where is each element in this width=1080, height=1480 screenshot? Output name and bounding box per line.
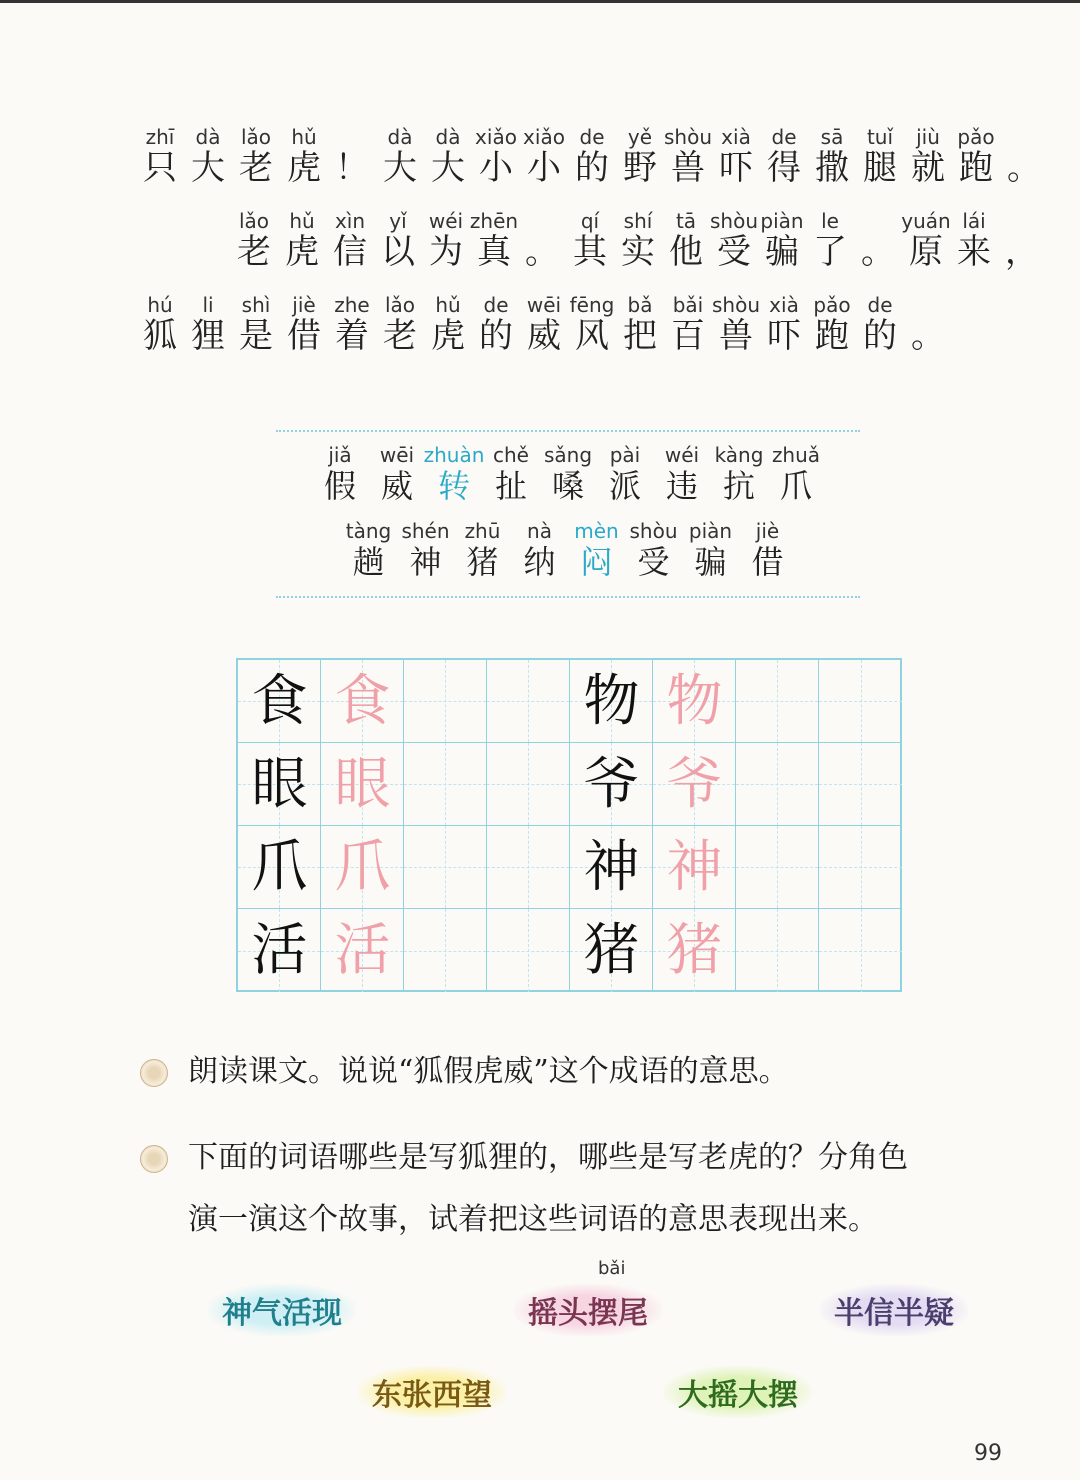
pinyin: shì	[241, 293, 271, 317]
pinyin: pǎo	[957, 125, 995, 149]
vocab-char	[711, 444, 768, 506]
pinyin: jiè	[755, 519, 780, 543]
hanzi: 风	[575, 316, 609, 356]
hanzi: 狐	[143, 316, 177, 356]
hanzi: 小	[527, 148, 561, 188]
exercise-2-text-line-2: 演一演这个故事，试着把这些词语的意思表现出来。	[188, 1202, 878, 1237]
hanzi: 。	[525, 232, 559, 272]
pinyin: fēng	[569, 293, 615, 317]
text-char	[232, 294, 280, 356]
text-char	[184, 126, 232, 188]
text-char	[712, 126, 760, 188]
pinyin: hǔ	[435, 293, 461, 317]
pinyin: shí	[623, 209, 653, 233]
hanzi: 的	[479, 316, 513, 356]
hanzi: 了	[813, 232, 847, 272]
pinyin: zhēn	[469, 209, 519, 233]
pinyin: de	[867, 293, 893, 317]
grid-cell	[819, 826, 902, 909]
text-char	[856, 126, 904, 188]
exercise-2	[140, 1130, 1020, 1250]
hanzi: 就	[911, 148, 945, 188]
grid-cell	[653, 660, 736, 743]
hanzi: 撒	[815, 148, 849, 188]
grid-cell	[404, 660, 487, 743]
pinyin: jiè	[292, 293, 316, 317]
word-badge-3: 半信半疑	[820, 1284, 968, 1336]
hanzi: 大	[191, 148, 225, 188]
text-char	[470, 210, 518, 272]
hanzi: 小	[479, 148, 513, 188]
vocab-char	[511, 520, 568, 582]
grid-cell	[736, 743, 819, 826]
model-character: 神	[583, 835, 640, 900]
hanzi: 扯	[494, 467, 527, 505]
pinyin: pǎo	[813, 293, 851, 317]
pinyin: zhuàn	[423, 443, 485, 467]
pinyin: xià	[769, 293, 799, 317]
model-character: 爪	[251, 835, 308, 900]
hanzi: 他	[669, 232, 703, 272]
vocab-char	[454, 520, 511, 582]
writing-grid	[236, 658, 902, 992]
grid-cell	[487, 909, 570, 992]
pinyin: chě	[493, 443, 529, 467]
pinyin: bǎ	[627, 293, 653, 317]
pinyin: tā	[675, 209, 697, 233]
vocab-row-2	[276, 520, 860, 582]
text-line-2	[230, 210, 1046, 272]
text-char	[136, 294, 184, 356]
grid-cell	[819, 743, 902, 826]
hanzi: 腿	[863, 148, 897, 188]
pinyin: zhī	[145, 125, 175, 149]
hanzi: 纳	[523, 543, 556, 581]
pinyin: yuán	[901, 209, 951, 233]
grid-cell	[487, 743, 570, 826]
text-char	[710, 210, 758, 272]
grid-cell	[487, 660, 570, 743]
grid-cell	[238, 743, 321, 826]
pinyin: kàng	[714, 443, 764, 467]
vocab-row-1	[276, 444, 860, 506]
hanzi: 实	[621, 232, 655, 272]
text-char	[230, 210, 278, 272]
pinyin: dà	[435, 125, 461, 149]
text-char	[518, 210, 566, 272]
trace-character: 物	[666, 669, 723, 734]
pinyin: xiǎo	[523, 125, 565, 149]
text-char	[1000, 126, 1048, 188]
vocab-char	[768, 444, 825, 506]
hanzi: 趟	[352, 543, 385, 581]
pinyin: tàng	[345, 519, 392, 543]
text-char	[376, 294, 424, 356]
grid-cell	[321, 909, 404, 992]
hanzi: 老	[239, 148, 273, 188]
hanzi: 信	[333, 232, 367, 272]
hanzi: 虎	[431, 316, 465, 356]
pinyin: wéi	[428, 209, 464, 233]
exercise-1	[140, 1044, 1020, 1100]
pinyin: qí	[580, 209, 600, 233]
exercise-bullet-icon	[140, 1059, 168, 1087]
text-char	[664, 294, 712, 356]
text-char	[328, 294, 376, 356]
grid-cell	[321, 660, 404, 743]
grid-cell	[404, 826, 487, 909]
pinyin: jiǎ	[328, 443, 352, 467]
grid-cell	[653, 909, 736, 992]
hanzi: 。	[1007, 148, 1041, 188]
text-char	[184, 294, 232, 356]
hanzi: 猪	[466, 543, 499, 581]
new-characters-box	[276, 430, 860, 598]
hanzi: 以	[381, 232, 415, 272]
model-character: 物	[583, 669, 640, 734]
pinyin: lái	[962, 209, 986, 233]
hanzi: 。	[911, 316, 945, 356]
hanzi: 来	[957, 232, 991, 272]
hanzi: ，	[1005, 232, 1039, 272]
word-badge-5: 大摇大摆	[664, 1366, 812, 1418]
hanzi: 派	[608, 467, 641, 505]
text-char	[614, 210, 662, 272]
text-char	[950, 210, 998, 272]
model-character: 猪	[583, 918, 640, 983]
text-char	[280, 126, 328, 188]
grid-cell	[736, 826, 819, 909]
grid-cell	[238, 909, 321, 992]
hanzi: 威	[380, 467, 413, 505]
model-character: 食	[251, 669, 308, 734]
hanzi: ！	[335, 148, 369, 188]
word-badge-2-pinyin: bǎi	[598, 1258, 626, 1279]
pinyin: pài	[609, 443, 641, 467]
pinyin: yě	[627, 125, 653, 149]
grid-cell	[819, 660, 902, 743]
hanzi: 原	[909, 232, 943, 272]
grid-cell	[321, 826, 404, 909]
text-char	[232, 126, 280, 188]
vocab-char	[654, 444, 711, 506]
pinyin: li	[202, 293, 214, 317]
grid-cell	[570, 743, 653, 826]
grid-cell	[819, 909, 902, 992]
hanzi: 只	[143, 148, 177, 188]
text-char	[662, 210, 710, 272]
hanzi: 的	[863, 316, 897, 356]
vocab-char	[312, 444, 369, 506]
grid-cell	[570, 826, 653, 909]
hanzi: 百	[671, 316, 705, 356]
top-edge	[0, 0, 1080, 3]
hanzi: 其	[573, 232, 607, 272]
pinyin: wéi	[664, 443, 700, 467]
hanzi: 吓	[767, 316, 801, 356]
model-character: 眼	[251, 752, 308, 817]
vocab-char	[397, 520, 454, 582]
hanzi: 抗	[722, 467, 755, 505]
pinyin: zhuǎ	[771, 443, 821, 467]
text-char	[422, 210, 470, 272]
pinyin: sǎng	[543, 443, 593, 467]
hanzi: 兽	[671, 148, 705, 188]
trace-character: 爷	[666, 752, 723, 817]
hanzi: 违	[665, 467, 698, 505]
hanzi: 。	[861, 232, 895, 272]
hanzi: 神	[409, 543, 442, 581]
word-badge-2-text: 摇头摆尾	[528, 1296, 648, 1331]
text-char	[520, 126, 568, 188]
vocab-char	[682, 520, 739, 582]
model-character: 活	[251, 918, 308, 983]
hanzi: 狸	[191, 316, 225, 356]
text-char	[616, 126, 664, 188]
hanzi: 得	[767, 148, 801, 188]
hanzi: 受	[637, 543, 670, 581]
pinyin: wēi	[526, 293, 562, 317]
hanzi: 闷	[580, 543, 613, 581]
pinyin: xìn	[334, 209, 366, 233]
hanzi: 大	[431, 148, 465, 188]
text-char	[568, 294, 616, 356]
hanzi: 着	[335, 316, 369, 356]
pinyin: piàn	[760, 209, 804, 233]
grid-cell	[404, 743, 487, 826]
pinyin: piàn	[688, 519, 733, 543]
text-line-3	[136, 294, 952, 356]
vocab-char	[340, 520, 397, 582]
hanzi: 跑	[815, 316, 849, 356]
text-char	[374, 210, 422, 272]
pinyin: lǎo	[240, 125, 272, 149]
pinyin: de	[579, 125, 605, 149]
text-line-1	[136, 126, 1048, 188]
hanzi: 兽	[719, 316, 753, 356]
pinyin: nà	[527, 519, 552, 543]
text-char	[806, 210, 854, 272]
text-char	[616, 294, 664, 356]
pinyin: shòu	[712, 293, 761, 317]
vocab-bottom-divider	[276, 596, 860, 598]
vocab-char	[568, 520, 625, 582]
pinyin: hǔ	[291, 125, 317, 149]
pinyin: wēi	[379, 443, 415, 467]
hanzi: 骗	[765, 232, 799, 272]
hanzi: 威	[527, 316, 561, 356]
text-char	[904, 126, 952, 188]
model-character: 爷	[583, 752, 640, 817]
vocab-char	[597, 444, 654, 506]
trace-character: 猪	[666, 918, 723, 983]
text-char	[278, 210, 326, 272]
text-char	[472, 294, 520, 356]
exercise-bullet-icon	[140, 1145, 168, 1173]
text-char	[326, 210, 374, 272]
exercise-2-text-line-1: 下面的词语哪些是写狐狸的，哪些是写老虎的？分角色	[188, 1140, 908, 1175]
page-number: 99	[974, 1441, 1002, 1466]
text-char	[424, 126, 472, 188]
pinyin: le	[821, 209, 839, 233]
hanzi: 老	[383, 316, 417, 356]
hanzi: 大	[383, 148, 417, 188]
text-char	[712, 294, 760, 356]
pinyin: de	[483, 293, 509, 317]
grid-cell	[653, 743, 736, 826]
text-char	[664, 126, 712, 188]
text-char	[328, 126, 376, 188]
trace-character: 神	[666, 835, 723, 900]
pinyin: hǔ	[289, 209, 315, 233]
text-char	[758, 210, 806, 272]
hanzi: 老	[237, 232, 271, 272]
text-char	[854, 210, 902, 272]
pinyin: bǎi	[672, 293, 704, 317]
vocab-char	[540, 444, 597, 506]
vocab-top-divider	[276, 430, 860, 432]
hanzi: 是	[239, 316, 273, 356]
text-char	[760, 126, 808, 188]
word-badge-1: 神气活现	[208, 1284, 356, 1336]
hanzi: 嗓	[551, 467, 584, 505]
pinyin: shòu	[710, 209, 759, 233]
pinyin: xià	[721, 125, 751, 149]
pinyin: shòu	[629, 519, 678, 543]
pinyin: zhū	[464, 519, 501, 543]
pinyin: dà	[387, 125, 413, 149]
pinyin: hú	[147, 293, 173, 317]
hanzi: 借	[287, 316, 321, 356]
pinyin: yǐ	[389, 209, 407, 233]
pinyin: lǎo	[384, 293, 416, 317]
text-char	[808, 126, 856, 188]
vocab-char	[739, 520, 796, 582]
grid-cell	[404, 909, 487, 992]
vocab-char	[625, 520, 682, 582]
hanzi: 真	[477, 232, 511, 272]
text-char	[760, 294, 808, 356]
pinyin: lǎo	[238, 209, 270, 233]
grid-cell	[238, 826, 321, 909]
hanzi: 吓	[719, 148, 753, 188]
text-char	[808, 294, 856, 356]
exercise-1-text: 朗读课文。说说“狐假虎威”这个成语的意思。	[188, 1054, 789, 1089]
pinyin: sā	[820, 125, 844, 149]
hanzi: 把	[623, 316, 657, 356]
text-char	[998, 210, 1046, 272]
hanzi: 虎	[285, 232, 319, 272]
text-char	[136, 126, 184, 188]
text-char	[280, 294, 328, 356]
text-char	[568, 126, 616, 188]
grid-cell	[736, 660, 819, 743]
hanzi: 的	[575, 148, 609, 188]
grid-cell	[487, 826, 570, 909]
text-char	[472, 126, 520, 188]
text-char	[376, 126, 424, 188]
trace-character: 活	[334, 918, 391, 983]
text-char	[566, 210, 614, 272]
hanzi: 跑	[959, 148, 993, 188]
grid-cell	[736, 909, 819, 992]
word-badge-2	[514, 1258, 662, 1336]
pinyin: dà	[195, 125, 221, 149]
grid-cell	[321, 743, 404, 826]
word-badge-4: 东张西望	[358, 1366, 506, 1418]
pinyin: zhe	[334, 293, 370, 317]
hanzi: 虎	[287, 148, 321, 188]
hanzi: 借	[751, 543, 784, 581]
pinyin: shòu	[664, 125, 713, 149]
hanzi: 假	[323, 467, 356, 505]
text-char	[952, 126, 1000, 188]
hanzi: 转	[437, 467, 470, 505]
hanzi: 受	[717, 232, 751, 272]
text-char	[856, 294, 904, 356]
hanzi: 野	[623, 148, 657, 188]
trace-character: 眼	[334, 752, 391, 817]
trace-character: 爪	[334, 835, 391, 900]
trace-character: 食	[334, 669, 391, 734]
vocab-char	[369, 444, 426, 506]
pinyin: xiǎo	[475, 125, 517, 149]
pinyin: jiù	[916, 125, 940, 149]
hanzi: 爪	[779, 467, 812, 505]
pinyin: de	[771, 125, 797, 149]
text-char	[904, 294, 952, 356]
grid-cell	[570, 660, 653, 743]
pinyin: tuǐ	[866, 125, 894, 149]
text-char	[424, 294, 472, 356]
grid-cell	[238, 660, 321, 743]
vocab-char	[423, 443, 485, 506]
vocab-char	[483, 444, 540, 506]
hanzi: 为	[429, 232, 463, 272]
pinyin: shén	[401, 519, 450, 543]
text-char	[902, 210, 950, 272]
pinyin: mèn	[574, 519, 619, 543]
text-char	[520, 294, 568, 356]
grid-cell	[570, 909, 653, 992]
grid-cell	[653, 826, 736, 909]
hanzi: 骗	[694, 543, 727, 581]
